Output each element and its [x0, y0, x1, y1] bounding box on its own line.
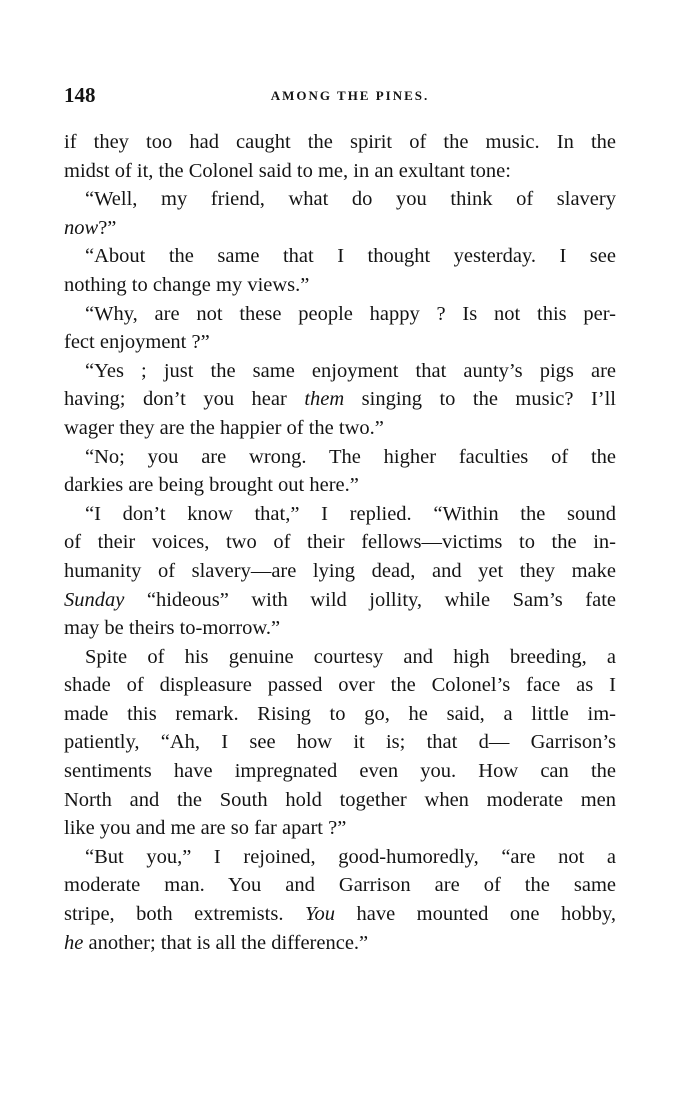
text-line	[64, 843, 616, 872]
text-line	[64, 385, 616, 414]
text-segment: having; don’t you hear	[64, 388, 305, 411]
text-line	[64, 700, 616, 729]
text-line	[64, 614, 616, 643]
text-line	[64, 786, 616, 815]
text-segment: if they too had caught the spirit of the music. In the	[64, 131, 616, 153]
text-line	[64, 357, 616, 386]
text-segment: fect enjoyment ?”	[64, 331, 210, 354]
text-segment: “But you,” I rejoined, good-humoredly, “are not a	[85, 845, 616, 868]
text-line	[64, 643, 616, 672]
book-page	[64, 82, 616, 957]
italic-text: them	[304, 388, 345, 411]
text-line	[64, 757, 616, 786]
text-segment: “Yes ; just the same enjoyment that aunty’s pigs are	[85, 359, 616, 382]
text-line	[64, 271, 616, 300]
text-line	[64, 500, 616, 529]
text-line	[64, 185, 616, 214]
text-segment: “About the same that I thought yesterday. I see	[85, 245, 616, 268]
text-segment: moderate man. You and Garrison are of the same	[64, 874, 616, 897]
text-segment: patiently, “Ah, I see how it is; that d— Garrison’s	[64, 731, 616, 754]
text-segment: humanity of slavery—are lying dead, and yet they make	[64, 559, 616, 582]
text-segment: “No; you are wrong. The higher faculties of the	[85, 445, 616, 468]
text-line	[64, 157, 616, 186]
body-text	[64, 128, 616, 957]
text-line	[64, 814, 616, 843]
text-line	[64, 871, 616, 900]
text-segment: shade of displeasure passed over the Colonel’s face as I	[64, 674, 616, 697]
text-segment: “hideous” with wild jollity, while Sam’s fate	[124, 588, 616, 611]
text-line	[64, 528, 616, 557]
text-segment: like you and me are so far apart ?”	[64, 817, 347, 840]
text-segment: “Why, are not these people happy ? Is not this per-	[85, 302, 616, 325]
text-line	[64, 728, 616, 757]
text-segment: may be theirs to-morrow.”	[64, 617, 281, 640]
italic-text: now	[64, 216, 99, 239]
italic-text: he	[64, 931, 84, 954]
text-segment: “Well, my friend, what do you think of slavery	[85, 188, 616, 211]
text-segment: nothing to change my views.”	[64, 273, 310, 296]
italic-text: Sunday	[64, 588, 125, 611]
text-segment: another; that is all the difference.”	[83, 931, 369, 954]
italic-text: You	[304, 903, 335, 926]
text-line	[64, 328, 616, 357]
text-segment: stripe, both extremists.	[64, 903, 305, 926]
text-segment: sentiments have impregnated even you. How can the	[64, 760, 616, 783]
text-line	[64, 128, 616, 157]
text-line	[64, 471, 616, 500]
page-number: 148	[64, 83, 96, 107]
text-line	[64, 214, 616, 243]
text-segment: “I don’t know that,” I replied. “Within the sound	[85, 502, 616, 525]
text-line	[64, 929, 616, 958]
text-segment: ?”	[98, 216, 117, 239]
text-line	[64, 300, 616, 329]
text-segment: midst of it, the Colonel said to me, in an exultant tone:	[64, 159, 511, 182]
text-line	[64, 242, 616, 271]
text-segment: have mounted one hobby,	[334, 903, 616, 926]
text-line	[64, 900, 616, 929]
text-segment: Spite of his genuine courtesy and high breeding, a	[85, 645, 616, 668]
text-segment: singing to the music? I’ll	[344, 388, 616, 411]
text-segment: North and the South hold together when moderate men	[64, 788, 616, 811]
text-line	[64, 443, 616, 472]
running-head: AMONG THE PINES.	[270, 88, 430, 103]
text-line	[64, 586, 616, 615]
text-segment: darkies are being brought out here.”	[64, 474, 359, 497]
text-segment: of their voices, two of their fellows—victims to the in-	[64, 531, 616, 554]
text-segment: made this remark. Rising to go, he said, a little im-	[64, 702, 616, 725]
text-segment: wager they are the happier of the two.”	[64, 416, 384, 439]
text-line	[64, 671, 616, 700]
text-line	[64, 414, 616, 443]
page-header	[64, 82, 616, 116]
text-line	[64, 557, 616, 586]
